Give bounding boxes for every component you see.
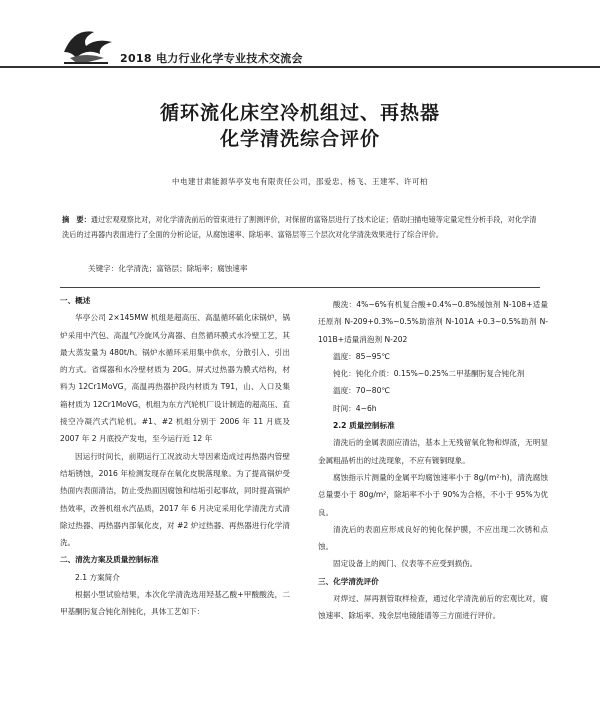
section-2-2-heading: 2.2 质量控制标准	[333, 421, 395, 431]
paragraph: 清洗后的表面应形成良好的钝化保护膜，不应出现二次锈和点蚀。	[318, 524, 548, 552]
paper-title-line-1: 循环流化床空冷机组过、再热器	[159, 102, 440, 124]
paper-title-line-2: 化学清洗综合评价	[219, 128, 380, 150]
abstract-text: 通过宏观观察比对，对化学清洗前后的管束进行了割测评价，对保留的富铬层进行了技术论证；借助扫描电镜等定量定性分析手段，对化学清洗后的过再器内表面进行了全面的分析论证，从腐蚀速率、除垢率、富铬层等三个层次对化学清洗效果进行了综合评价。	[62, 215, 537, 239]
paragraph: 钝化：钝化介质：0.15%~0.25%二甲基酮肟复合钝化剂	[333, 369, 525, 379]
paragraph: 根据小型试验结果，本次化学清洗选用羟基乙酸+甲酸酸洗，二甲基酮肟复合钝化剂钝化，具体工艺如下：	[60, 590, 290, 617]
left-column	[60, 292, 290, 621]
paragraph: 温度：85~95℃	[333, 351, 390, 361]
paragraph: 温度：70~80℃	[333, 386, 390, 396]
paragraph: 华亭公司 2×145MW 机组是超高压、高温循环硫化床锅炉，锅炉采用中汽包、高温气冷旋风分离器、自然循环膜式水冷壁工艺，其最大蒸发量为 480t/h。锅炉水循环采用集中供水，分散引入、引出的方式。省煤器和水冷壁材质为 20G。屏式过热器为膜式结构，材料为 12Cr1MoVG，高温再热器护段内材质为 T91，山、入口及集箱材质为 12Cr1MoVG，机组为东方汽轮机厂设计制造的超高压、直接空冷凝汽式汽轮机。#1、#2 机组分别于 2006 年 11 月底及 2007 年 2 月底投产发电，至今运行近 12 年	[60, 313, 290, 444]
authors: 中电建甘肃能源华亭发电有限责任公司，邵爱忠、杨飞、王建军、许可柏	[172, 177, 428, 186]
paragraph: 固定设备上的阀门、仪表等不应受到损伤。	[333, 559, 478, 569]
paragraph: 腐蚀指示片测量的金属平均腐蚀速率小于 8g/(m²·h)，清洗腐蚀总量要小于 80g/m²，除垢率不小于 90%为合格，不小于 95%为优良。	[318, 472, 548, 517]
keywords: 关键字：化学清洗；富铬层；除垢率；腐蚀速率	[88, 264, 248, 273]
divider	[60, 287, 540, 288]
conference-title: 2018 电力行业化学专业技术交流会	[120, 52, 303, 65]
header-rule	[0, 66, 600, 68]
paragraph: 时间：4~6h	[333, 403, 377, 413]
section-1-heading: 一、概述	[60, 296, 91, 305]
paragraph: 对焊过、屏再割管取样检查，通过化学清洗前后的宏观比对，腐蚀速率、除垢率、残余层电镜能谱等三方面进行评价。	[318, 594, 548, 621]
paragraph: 清洗后的金属表面应清洁，基本上无残留氧化物和焊渣，无明显金属粗晶析出的过洗现象，不应有镀铜现象。	[318, 438, 548, 465]
abstract-label: 摘 要：	[62, 215, 91, 224]
section-2-1-heading: 2.1 方案简介	[75, 572, 120, 582]
section-2-heading: 二、清洗方案及质量控制标准	[60, 555, 159, 565]
paragraph: 因运行时间长，前期运行工况波动大导因素造成过再热器内管壁结垢锈蚀，2016 年检测发现存在氧化皮脱落现象。为了提高锅炉受热面内表面清洁，防止受热面因腐蚀和结垢引起事故，同时提高锅炉热效率，改善机组水汽品质，2017 年 6 月决定采用化学清洗方式清除过热器、再热器内部氧化皮，对 #2 炉过热器、再热器进行化学清洗。	[60, 451, 290, 548]
paragraph: 酸洗：4%~6%有机复合酸+0.4%~0.8%缓蚀剂 N-108+适量还原剂 N-209+0.3%~0.5%助溶剂 N-101A +0.3~0.5%助剂 N-101B+适量消泡剂 N-202	[318, 300, 548, 344]
right-column	[318, 296, 548, 625]
conference-logo	[60, 22, 120, 66]
abstract	[62, 212, 542, 242]
section-3-heading: 三、化学清洗评价	[318, 576, 379, 586]
